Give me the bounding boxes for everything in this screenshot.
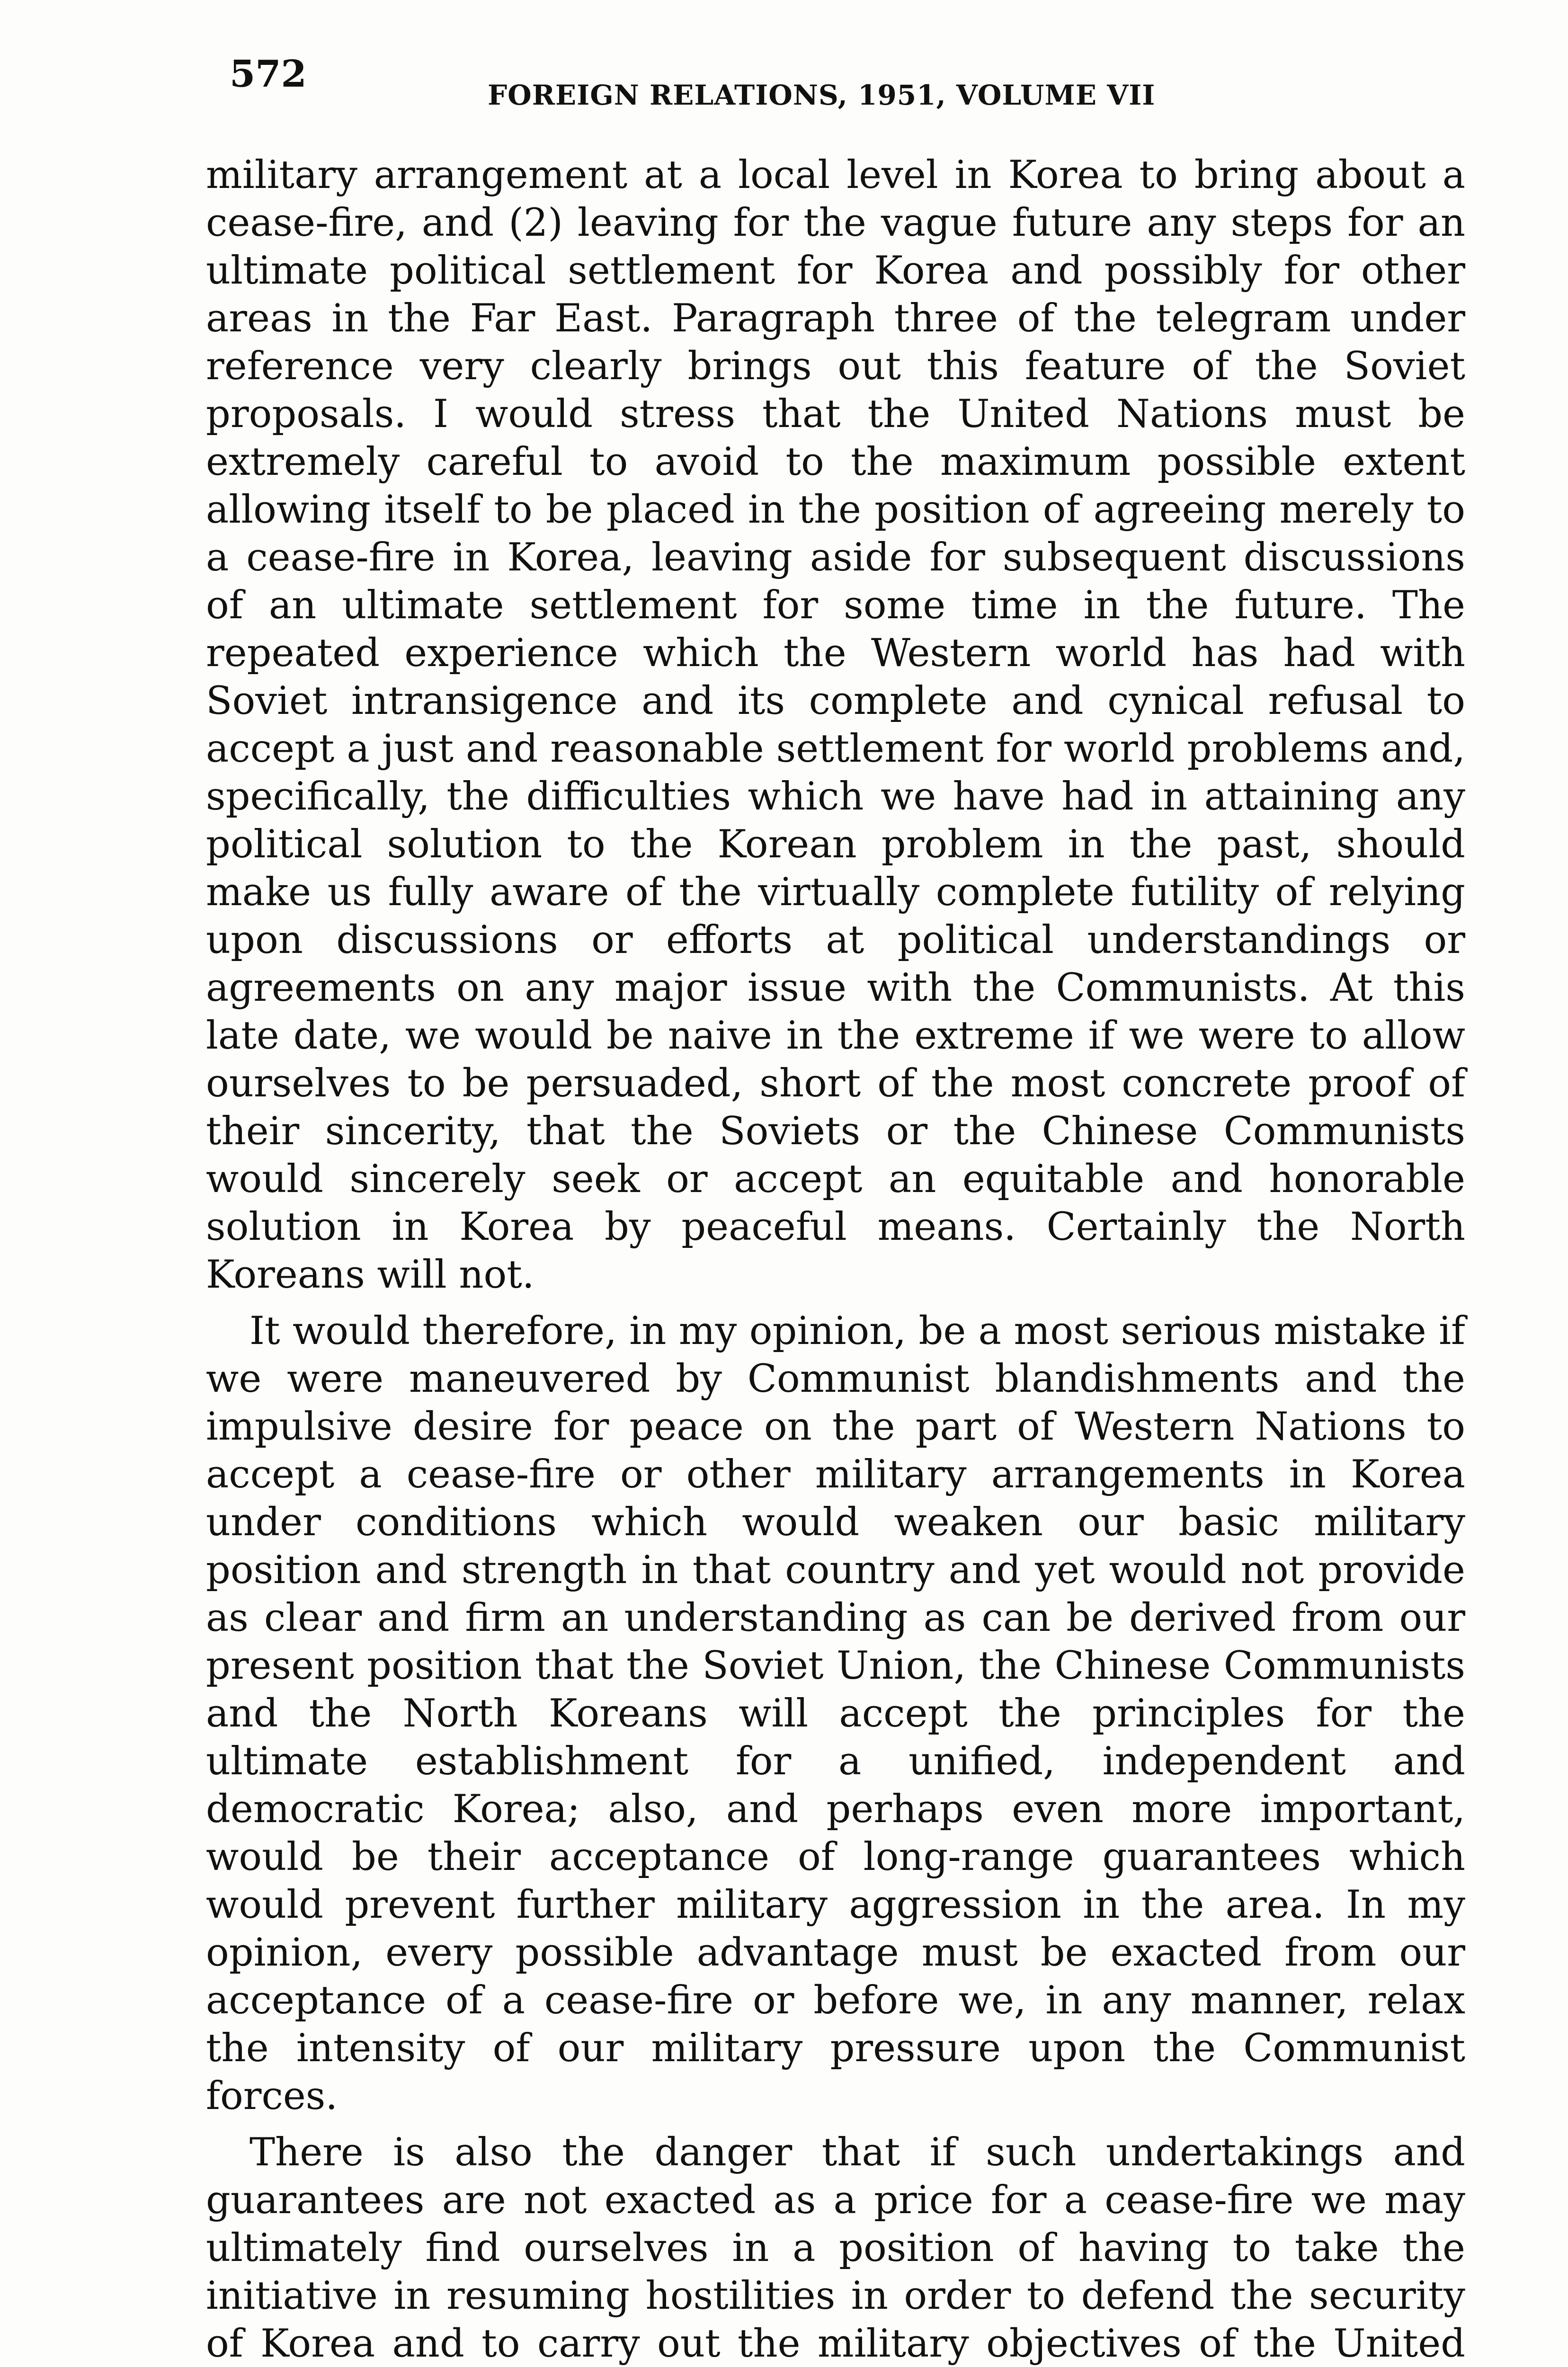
page-number: 572: [230, 53, 307, 96]
paragraph-1: military arrangement at a local level in Korea to bring about a cease-fire, and (2) leaving for the vague future any steps for an ultimate political settlement for Korea and possibly for other areas in the Far East. Paragraph three of the telegram under reference very clearly brings out this feature of the Soviet proposals. I would stress that the United Nations must be extremely careful to avoid to the maximum possible extent allowing itself to be placed in the position of agreeing merely to a cease-fire in Korea, leaving aside for subsequent discussions of an ultimate settlement for some time in the future. The repeated experience which the Western world has had with Soviet intransigence and its complete and cynical refusal to accept a just and reasonable settlement for world problems and, specifically, the difficulties which we have had in attaining any political solution to the Korean problem in the past, should make us fully aware of the virtually complete futility of relying upon discussions or efforts at political understandings or agreements on any major issue with the Communists. At this late date, we would be naive in the extreme if we were to allow ourselves to be persuaded, short of the most concrete proof of their sincerity, that the Soviets or the Chinese Communists would sincerely seek or accept an equitable and honorable solution in Korea by peaceful means. Certainly the North Koreans will not.: [206, 153, 1465, 1297]
running-head: FOREIGN RELATIONS, 1951, VOLUME VII: [488, 79, 1156, 111]
body-text: [206, 151, 1465, 2367]
paragraph-2: It would therefore, in my opinion, be a most serious mistake if we were maneuvered by Communist blandishments and the impulsive desire for peace on the part of Western Nations to accept a cease-fire or other military arrangements in Korea under conditions which would weaken our basic military position and strength in that country and yet would not provide as clear and firm an understanding as can be derived from our present position that the Soviet Union, the Chinese Communists and the North Koreans will accept the principles for the ultimate establishment for a unified, independent and democratic Korea; also, and perhaps even more important, would be their acceptance of long-range guarantees which would prevent further military aggression in the area. In my opinion, every possible advantage must be exacted from our acceptance of a cease-fire or before we, in any manner, relax the intensity of our military pressure upon the Communist forces.: [206, 1309, 1465, 2118]
paragraph-3: There is also the danger that if such undertakings and guarantees are not exacted as a price for a cease-fire we may ultimately find ourselves in a position of having to take the initiative in resuming hostilities in order to defend the security of Korea and to carry out the military objectives of the United: [206, 2130, 1465, 2366]
